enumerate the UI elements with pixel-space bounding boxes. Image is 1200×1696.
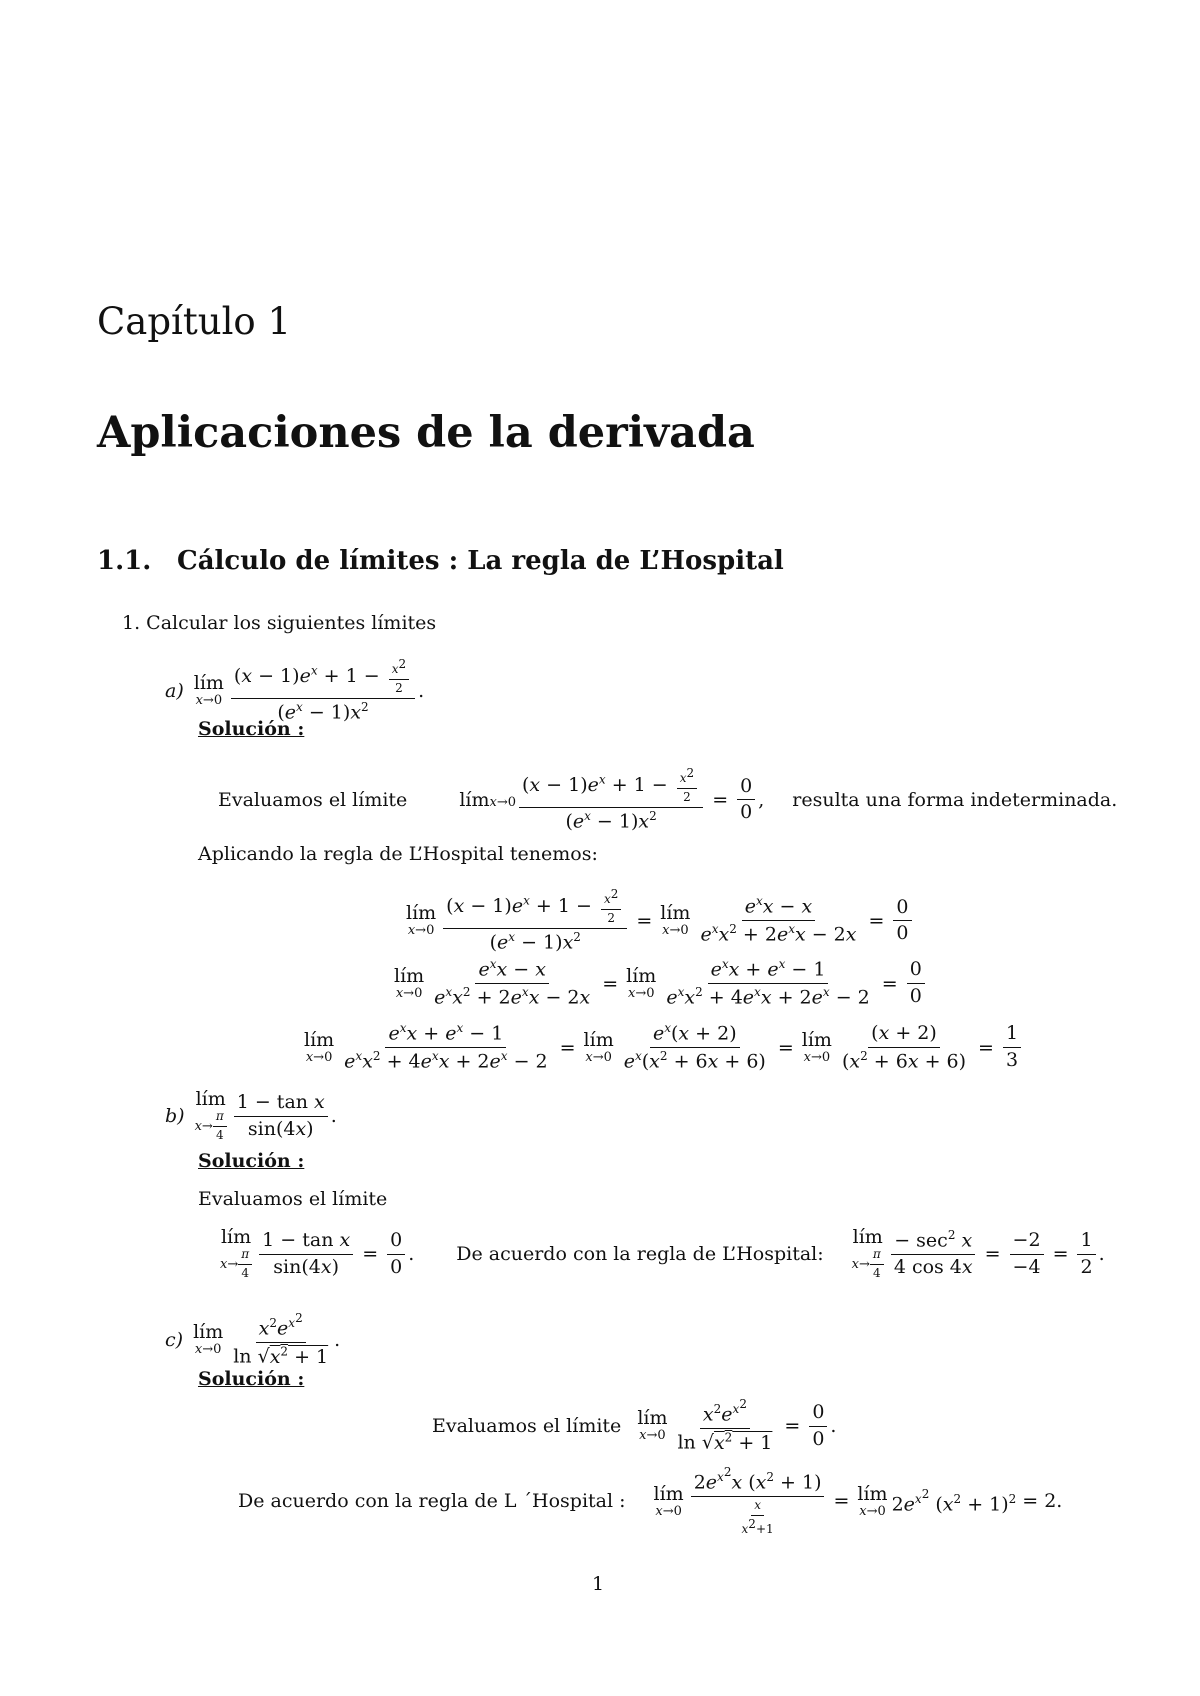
item-b-evaluation: lím x→ $\frac{\pi}{4}$ $\frac{\text{1 − tan x}}{\sin(4x)}$ = $\frac{0}{0}$ . De acuerdo con la regla de L’Hospital: lím x→ $\frac{\pi}{4}$ $\frac{- \sec^2 x}{4 \cos 4x}$ = $\frac{-2}{-4}$ = $\frac{1}{2}$ . xyxy=(220,1226,1105,1280)
item-a-step-1: lím x→0 $(x - 1)e^x + 1$ − $\frac{x^2}{2}$ $(e^x - 1)x^2$ = lím x→0 $\frac{e^xx - x}{e^xx^2 + 2e^xx - 2x}$ = $\frac{0}{0}$ xyxy=(404,888,915,954)
item-a-evaluate-text: Evaluamos el límite xyxy=(218,788,408,811)
item-c-solution-label: Solución : xyxy=(198,1368,305,1390)
item-c-lhospital-text: De acuerdo con la regla de L ´Hospital : xyxy=(238,1490,626,1513)
item-c-lhospital: De acuerdo con la regla de L ´Hospital : lím x→0 $\frac{2e^{x^2}x (x^2 + 1)}{\frac{x}{x^2+1}}$ = lím x→0 $2e^{x^2}$ $(x^2 + 1)^2$ = 2. xyxy=(238,1465,1063,1536)
page-number: 1 xyxy=(592,1573,605,1595)
item-c-evaluation: Evaluamos el límite lím x→0 $\frac{x^2e^{x^2}}{\ln √x^2 + 1}$ = $\frac{0}{0}$ . xyxy=(432,1397,837,1454)
item-a-evaluation: Evaluamos el límite límx→0 $(x - 1)e^x + 1$ − $\frac{x^2}{2}$ $(e^x - 1)x^2$ = $\frac{0}{0}$ , resulta una forma indeterminada. xyxy=(218,766,1118,832)
section-heading xyxy=(97,546,784,576)
item-c-evaluate-text: Evaluamos el límite xyxy=(432,1415,622,1438)
item-a-step-3: lím x→0 $\frac{e^xx + e^x - 1}{e^xx^2 + 4e^xx + 2e^x - 2}$ = lím x→0 $\frac{e^x(x + 2)}{e^x(x^2 + 6x + 6)}$ = lím x→0 $\frac{(x + 2)}{(x^2 + 6x + 6)}$ = $\frac{1}{3}$ xyxy=(302,1022,1024,1073)
item-b-statement: b) lím x→ $\frac{\pi}{4}$ $\frac{\text{1 − tan x}}{\sin(4x)}$ . xyxy=(165,1088,337,1142)
item-b-evaluate-text: Evaluamos el límite xyxy=(198,1188,388,1210)
item-a-applying-text: Aplicando la regla de L’Hospital tenemos: xyxy=(198,843,598,865)
chapter-title: Aplicaciones de la derivada xyxy=(97,408,755,458)
item-a-label: a) xyxy=(165,679,184,702)
section-number: 1.1. xyxy=(97,546,152,576)
section-title: Cálculo de límites : La regla de L’Hospital xyxy=(177,546,784,576)
item-c-statement: c) lím x→0 $\frac{x^2e^{x^2}}{\ln √x^2 + 1}$ . xyxy=(165,1311,341,1368)
item-a-statement: a) lím x→0 $(x - 1)e^x + 1$ − $\frac{x^2}{2}$ $(e^x - 1)x^2$ . xyxy=(165,657,425,723)
item-b-solution-label: Solución : xyxy=(198,1150,305,1172)
item-c-label: c) xyxy=(165,1329,184,1352)
item-a-result-text: resulta una forma indeterminada. xyxy=(792,788,1118,811)
item-a-solution-label: Solución : xyxy=(198,718,305,740)
item-b-lhospital-text: De acuerdo con la regla de L’Hospital: xyxy=(456,1243,824,1266)
item-b-label: b) xyxy=(165,1105,185,1128)
chapter-heading: Capítulo 1 xyxy=(97,300,291,343)
item-a-step-2: lím x→0 $\frac{e^xx - x}{e^xx^2 + 2e^xx - 2x}$ = lím x→0 $\frac{e^xx + e^x - 1}{e^xx^2 + 4e^xx + 2e^x - 2}$ = $\frac{0}{0}$ xyxy=(392,958,928,1009)
exercise-intro: 1. Calcular los siguientes límites xyxy=(122,612,437,634)
